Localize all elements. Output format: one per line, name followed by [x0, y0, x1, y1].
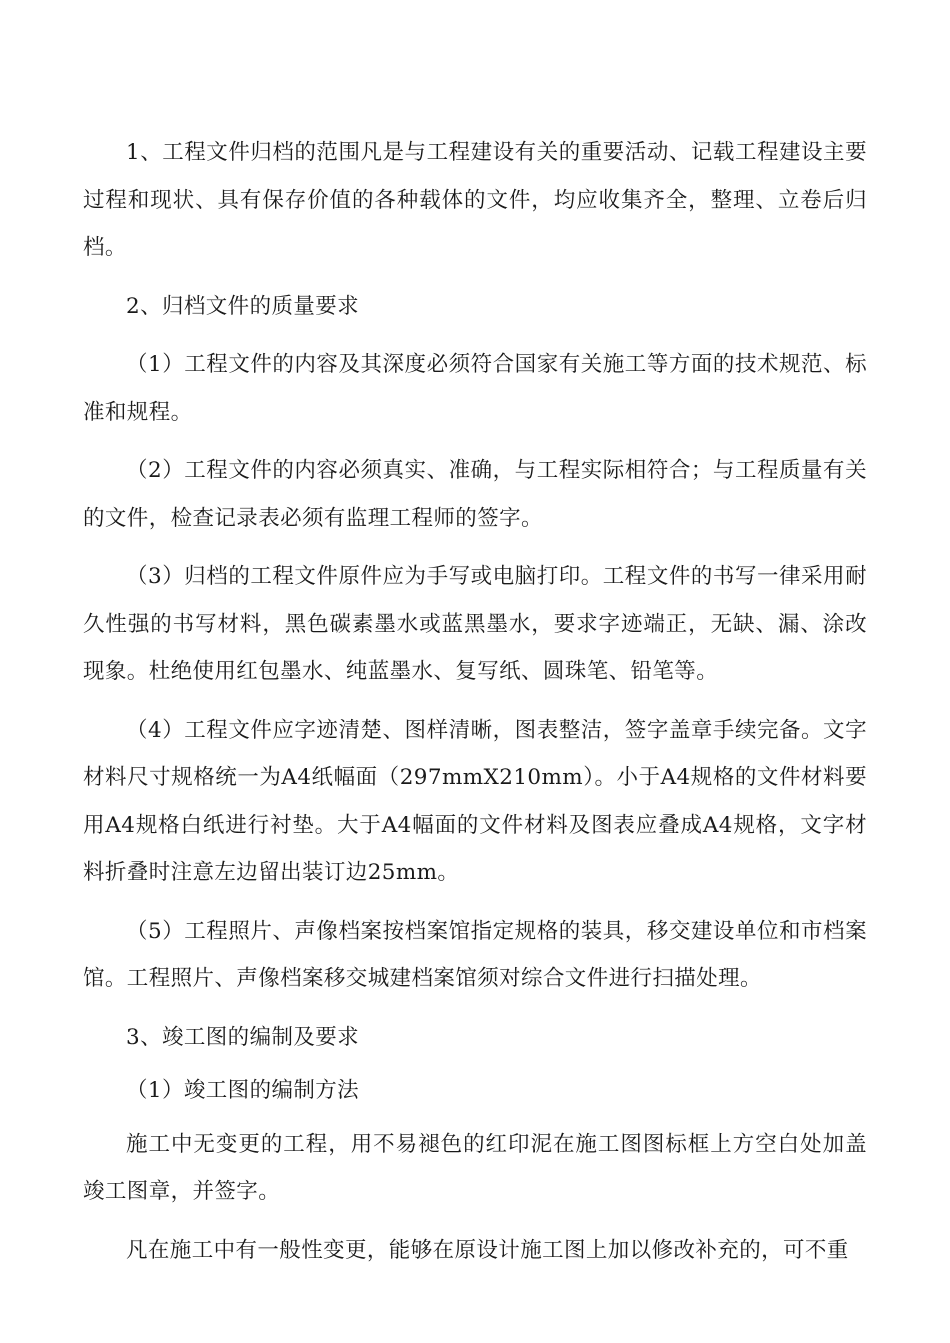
heading-as-built-drawings: 3、竣工图的编制及要求 [126, 1024, 360, 1050]
document-body [83, 129, 867, 1285]
heading-quality-requirements: 2、归档文件的质量要求 [126, 293, 360, 319]
paragraph-quality-2: （2）工程文件的内容必须真实、准确，与工程实际相符合；与工程质量有关的文件，检查记录表必须有监理工程师的签字。 [83, 458, 867, 531]
paragraph-no-change: 施工中无变更的工程，用不易褪色的红印泥在施工图图标框上方空白处加盖竣工图章，并签字。 [83, 1131, 867, 1204]
paragraph-quality-1: （1）工程文件的内容及其深度必须符合国家有关施工等方面的技术规范、标准和规程。 [83, 352, 867, 425]
paragraph-quality-5: （5）工程照片、声像档案按档案馆指定规格的装具，移交建设单位和市档案馆。工程照片、声像档案移交城建档案馆须对综合文件进行扫描处理。 [83, 918, 867, 991]
paragraph-general-change: 凡在施工中有一般性变更，能够在原设计施工图上加以修改补充的，可不重 [126, 1237, 849, 1263]
paragraph-quality-3: （3）归档的工程文件原件应为手写或电脑打印。工程文件的书写一律采用耐久性强的书写材料，黑色碳素墨水或蓝黑墨水，要求字迹端正，无缺、漏、涂改现象。杜绝使用红包墨水、纯蓝墨水、复写纸、圆珠笔、铅笔等。 [83, 564, 867, 684]
paragraph-quality-4: （4）工程文件应字迹清楚、图样清晰，图表整洁，签字盖章手续完备。文字材料尺寸规格统一为A4纸幅面（297mmX210mm）。小于A4规格的文件材料要用A4规格白纸进行衬垫。大于A4幅面的文件材料及图表应叠成A4规格，文字材料折叠时注意左边留出装订边25mm。 [83, 717, 867, 885]
heading-as-built-method: （1）竣工图的编制方法 [126, 1078, 360, 1103]
paragraph-archive-scope: 1、工程文件归档的范围凡是与工程建设有关的重要活动、记载工程建设主要过程和现状、具有保存价值的各种载体的文件，均应收集齐全，整理、立卷后归档。 [83, 140, 867, 260]
